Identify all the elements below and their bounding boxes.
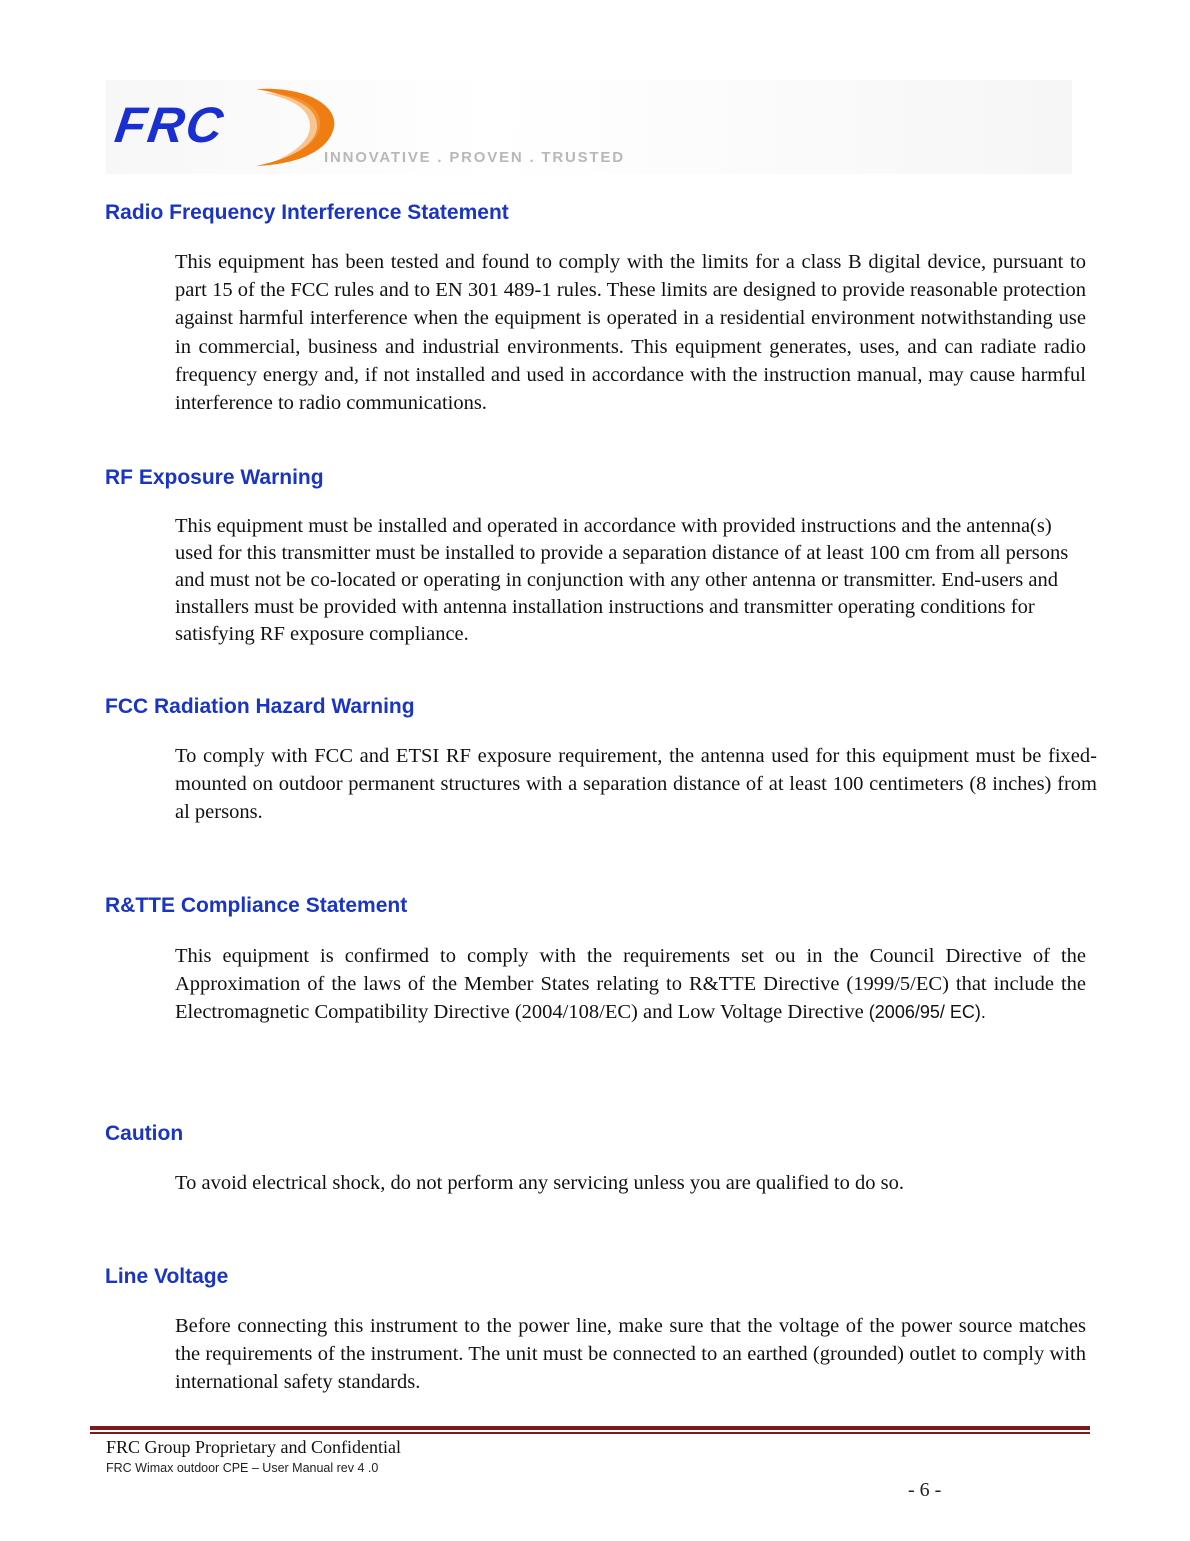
footer-rule-thin: [90, 1432, 1090, 1434]
section-body-caution: To avoid electrical shock, do not perform any servicing unless you are qualified to do so.: [175, 1172, 904, 1194]
footer-manual-title: FRC Wimax outdoor CPE – User Manual rev 4 .0: [106, 1461, 379, 1475]
section-body-rf-exposure: This equipment must be installed and operated in accordance with provided instructions and the antenna(s) used for this transmitter must be installed to provide a separation distance of at least 100 cm from all persons and must not be co-located or operating in conjunction with any other antenna or transmitter. End-users and installers must be provided with antenna installation instructions and transmitter operating conditions for satisfying RF exposure compliance.: [175, 515, 1069, 645]
tagline: INNOVATIVE . PROVEN . TRUSTED: [324, 149, 625, 166]
logo-text: FRC: [111, 97, 229, 153]
section-title-fcc-radiation: FCC Radiation Hazard Warning: [105, 695, 415, 718]
section-title-caution: Caution: [105, 1122, 184, 1145]
section-title-rf-exposure: RF Exposure Warning: [105, 466, 324, 489]
section-body-line-voltage: Before connecting this instrument to the power line, make sure that the voltage of the power source matches the requirements of the instrument. The unit must be connected to an earthed (grounded) outlet to comply with international safety standards.: [175, 1315, 1086, 1394]
page-number: - 6 -: [908, 1479, 942, 1501]
header-banner: [106, 80, 1072, 174]
footer-rule: [90, 1426, 1090, 1430]
rtte-body-text: This equipment is confirmed to comply with the requirements set ou in the Council Directive of the Approximation of the laws of the Member States relating to R&TTE Directive (1999/5/EC) that include the Electromagnetic Compatibility Directive (2004/108/EC) and Low Voltage Directive: [175, 945, 1086, 1024]
section-body-rtte: [175, 942, 1086, 1027]
section-body-rfi: This equipment has been tested and found to comply with the limits for a class B digital device, pursuant to part 15 of the FCC rules and to EN 301 489-1 rules. These limits are designed to provide reasonable protection against harmful interference when the equipment is operated in a residential environment notwithstanding use in commercial, business and industrial environments. This equipment generates, uses, and can radiate radio frequency energy and, if not installed and used in accordance with the instruction manual, may cause harmful interference to radio communications.: [175, 251, 1086, 415]
section-title-rtte: R&TTE Compliance Statement: [105, 894, 408, 917]
section-title-rfi: Radio Frequency Interference Statement: [105, 201, 509, 224]
section-title-line-voltage: Line Voltage: [105, 1265, 229, 1288]
section-body-fcc-radiation: To comply with FCC and ETSI RF exposure requirement, the antenna used for this equipment must be fixed-mounted on outdoor permanent structures with a separation distance of at least 100 centimeters (8 inches) from al persons.: [175, 745, 1097, 824]
rtte-body-tail: (2006/95/ EC).: [868, 1002, 986, 1023]
frc-logo: [106, 80, 346, 174]
footer-confidential: FRC Group Proprietary and Confidential: [106, 1437, 401, 1457]
